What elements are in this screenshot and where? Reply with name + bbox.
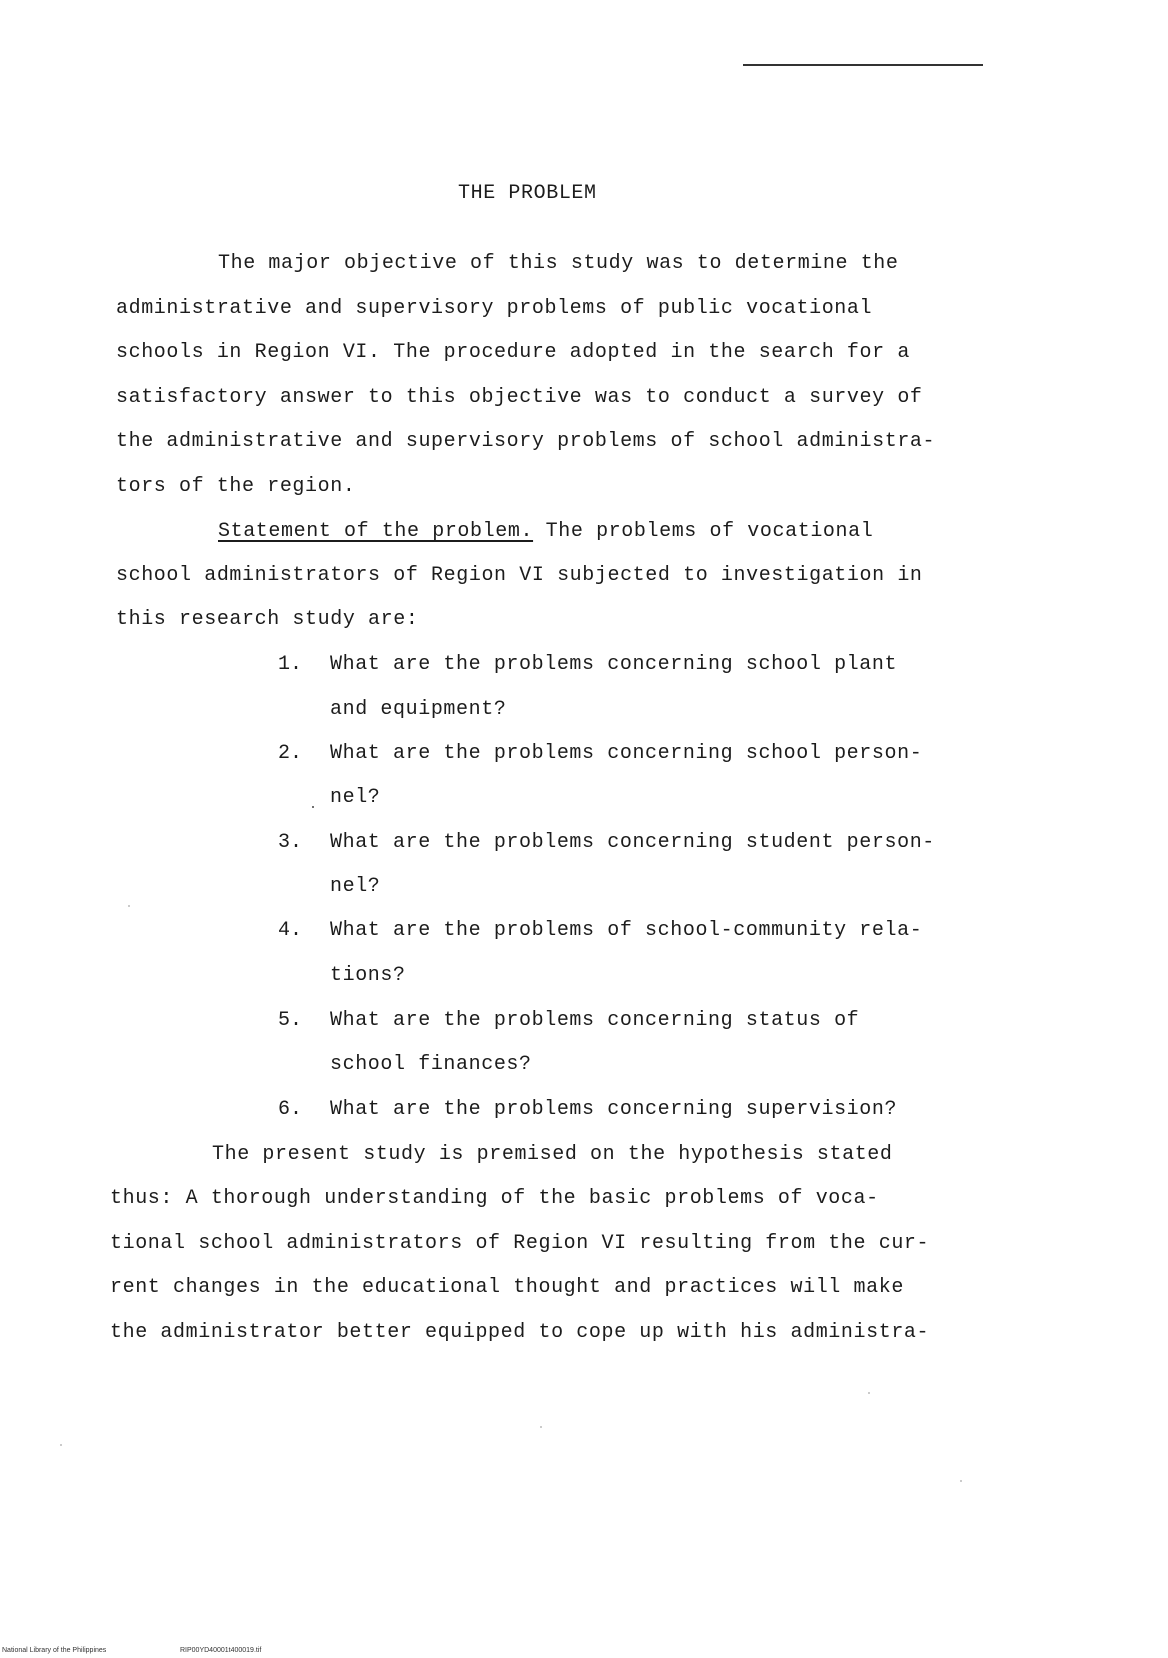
- statement-line: [218, 520, 873, 544]
- hypothesis-line: thus: A thorough understanding of the basic problems of voca-: [110, 1187, 879, 1210]
- statement-first: The problems of vocational: [545, 520, 874, 543]
- scan-speck: [128, 905, 130, 907]
- intro-line: The major objective of this study was to determine the: [218, 252, 899, 275]
- scan-speck: [540, 1426, 542, 1428]
- question-number: 6.: [278, 1098, 303, 1121]
- question-number: 3.: [278, 831, 303, 854]
- hypothesis-line: rent changes in the educational thought and practices will make: [110, 1276, 904, 1299]
- scan-speck: [960, 1480, 962, 1482]
- statement-heading: Statement of the problem.: [218, 520, 534, 543]
- question-line: and equipment?: [330, 698, 507, 721]
- question-line: nel?: [330, 875, 381, 898]
- question-line: What are the problems concerning supervision?: [330, 1098, 898, 1121]
- footer-file-id: RIP00YD40001t400019.tif: [180, 1647, 262, 1654]
- question-number: 1.: [278, 653, 303, 676]
- intro-line: the administrative and supervisory problems of school administra-: [116, 430, 936, 453]
- question-line: nel?: [330, 786, 381, 809]
- scan-speck: [312, 806, 314, 808]
- question-number: 4.: [278, 919, 303, 942]
- statement-line: school administrators of Region VI subjected to investigation in: [116, 564, 923, 587]
- question-line: What are the problems concerning student person-: [330, 831, 935, 854]
- question-line: What are the problems concerning school person-: [330, 742, 923, 765]
- question-line: What are the problems concerning school plant: [330, 653, 898, 676]
- intro-line: satisfactory answer to this objective was to conduct a survey of: [116, 386, 923, 409]
- question-line: school finances?: [330, 1053, 532, 1076]
- question-line: What are the problems of school-community rela-: [330, 919, 923, 942]
- footer-library: National Library of the Philippines: [2, 1647, 107, 1654]
- page-title: THE PROBLEM: [458, 182, 597, 205]
- intro-line: administrative and supervisory problems of public vocational: [116, 297, 873, 320]
- hypothesis-line: the administrator better equipped to cope up with his administra-: [110, 1321, 930, 1344]
- intro-line: tors of the region.: [116, 475, 356, 498]
- statement-line: this research study are:: [116, 608, 419, 631]
- intro-line: schools in Region VI. The procedure adopted in the search for a: [116, 341, 910, 364]
- scan-speck: [868, 1392, 870, 1394]
- question-line: tions?: [330, 964, 406, 987]
- scan-speck: [60, 1444, 62, 1446]
- question-number: 5.: [278, 1009, 303, 1032]
- top-rule: [743, 64, 983, 66]
- question-line: What are the problems concerning status of: [330, 1009, 860, 1032]
- hypothesis-line: tional school administrators of Region VI resulting from the cur-: [110, 1232, 930, 1255]
- question-number: 2.: [278, 742, 303, 765]
- hypothesis-line: The present study is premised on the hypothesis stated: [212, 1143, 893, 1166]
